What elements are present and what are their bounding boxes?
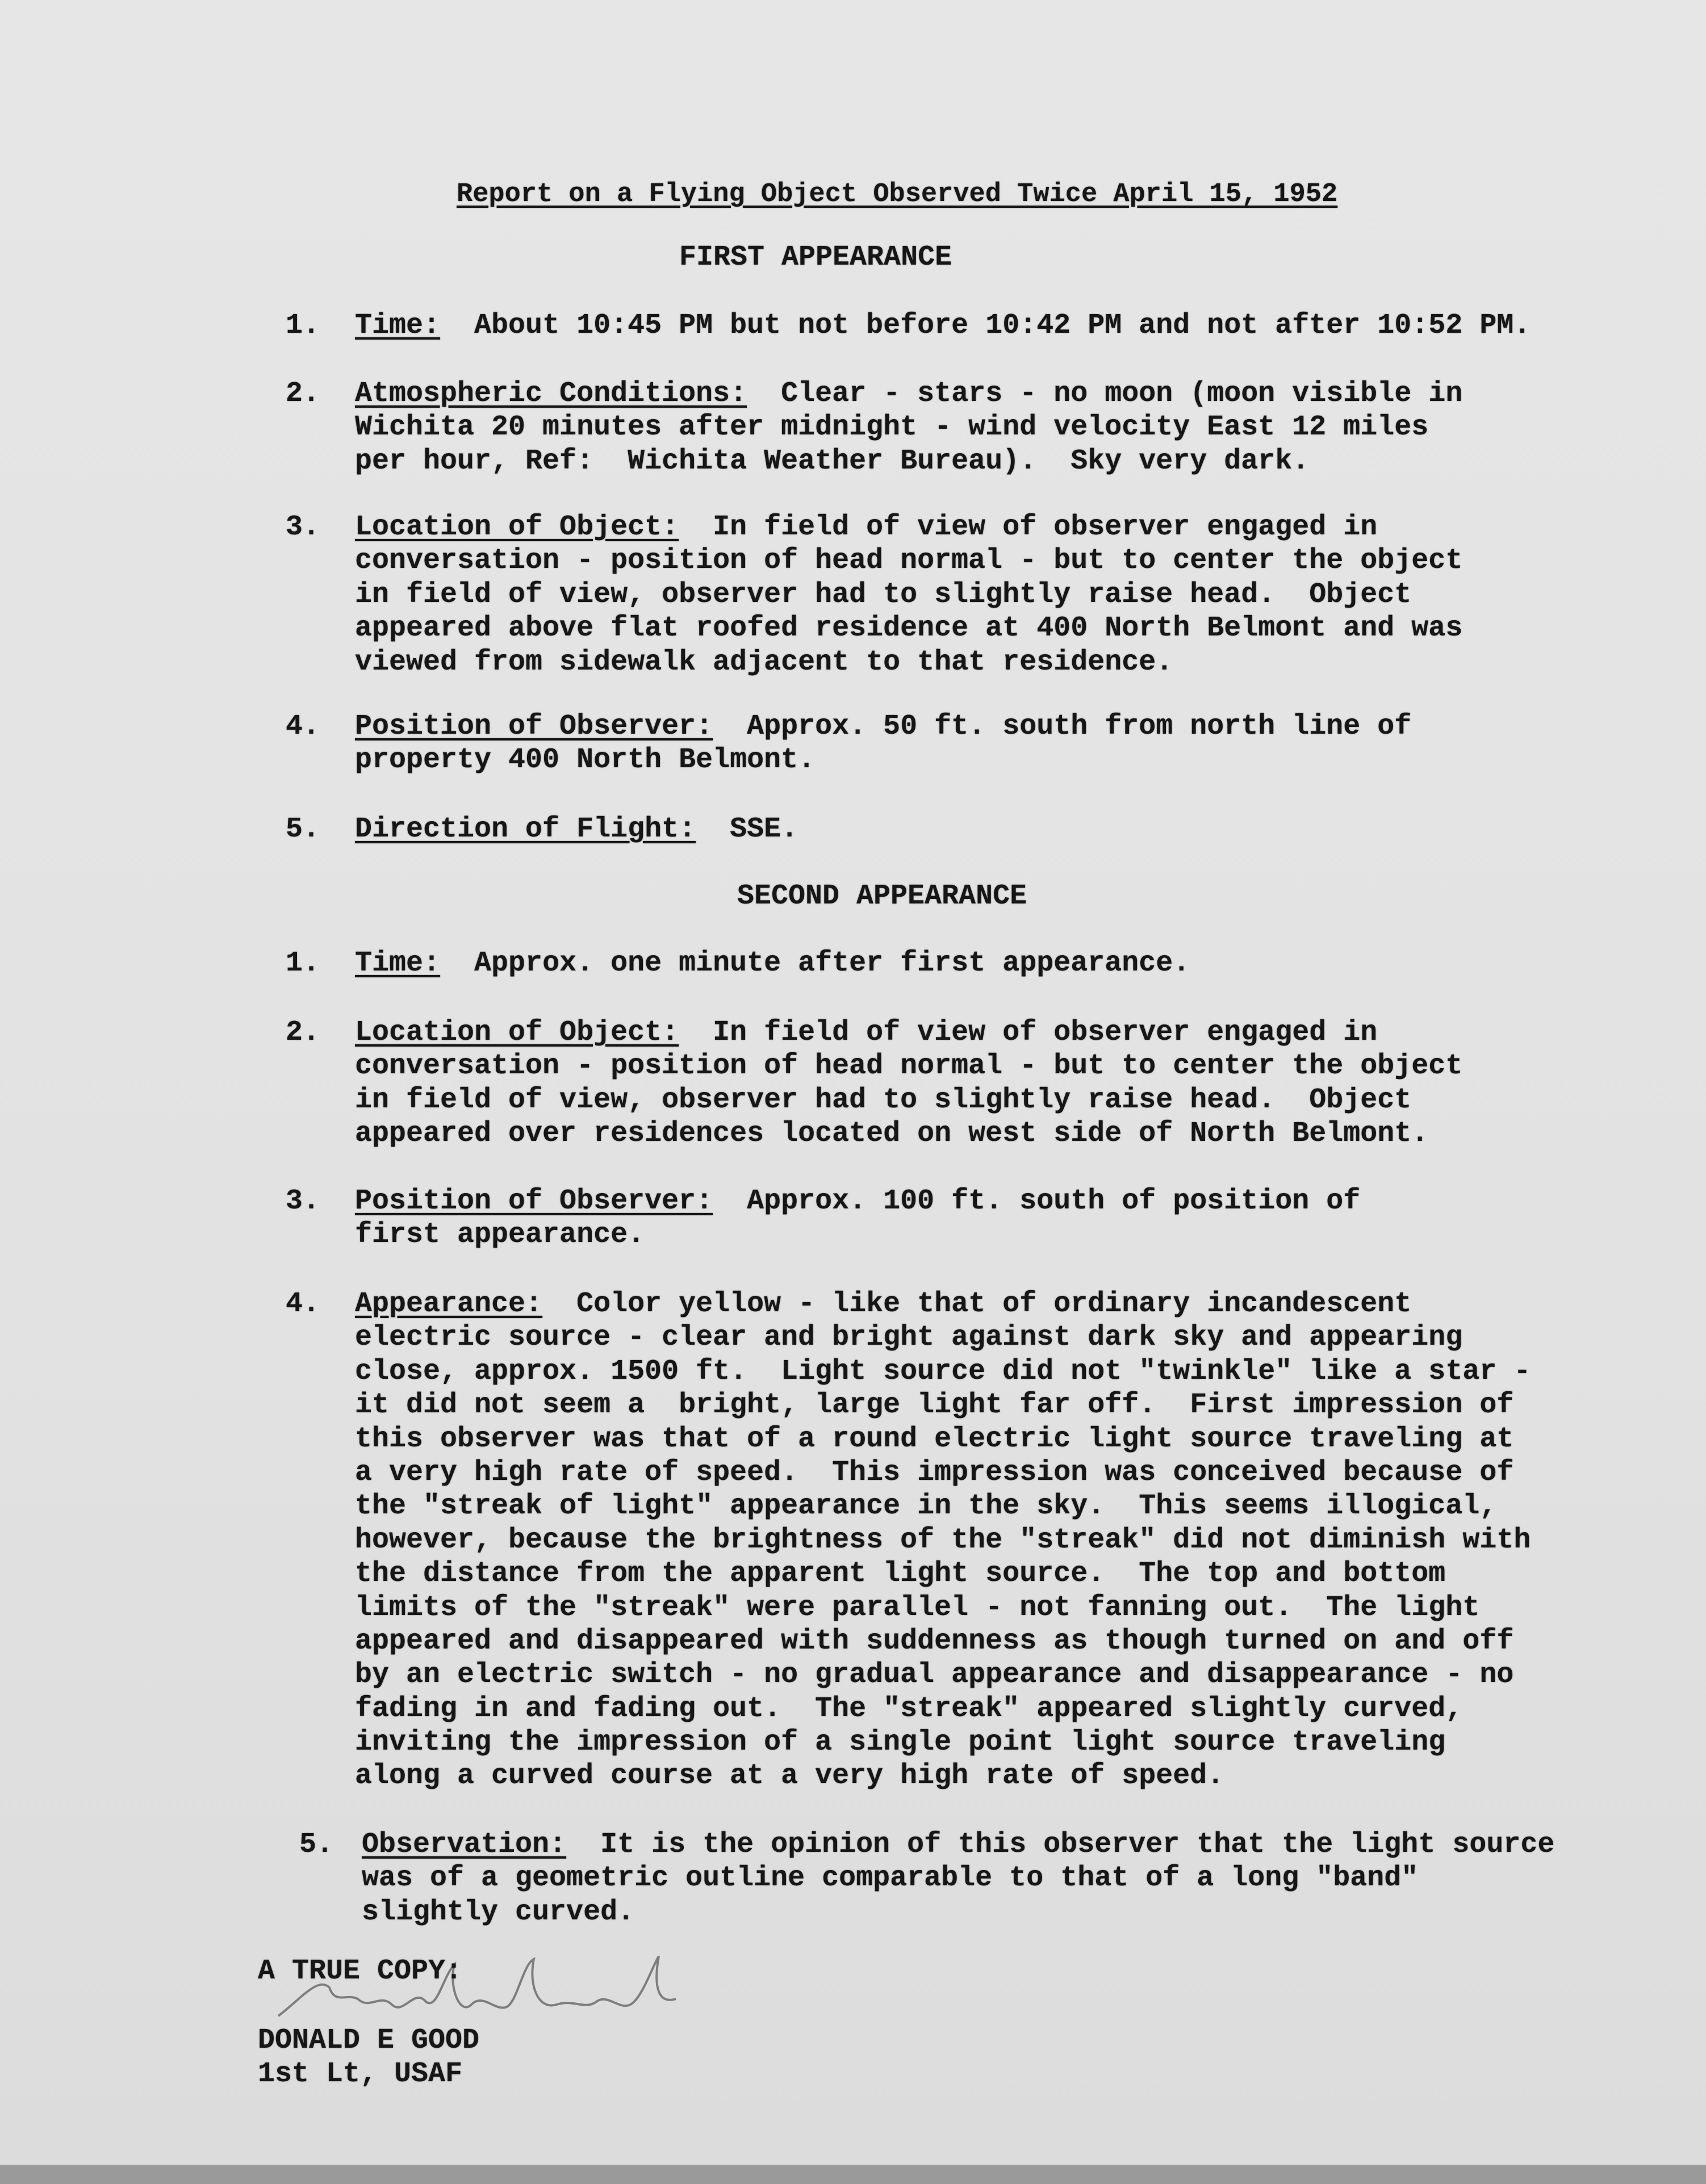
item-line: was of a geometric outline comparable to that of a long "band": [362, 1862, 1419, 1895]
report-item: [355, 813, 798, 846]
report-item: [355, 377, 1462, 478]
first-appearance-heading: FIRST APPEARANCE: [679, 241, 952, 274]
item-line: [355, 710, 1411, 743]
item-line: a very high rate of speed. This impression was conceived because of: [355, 1456, 1514, 1489]
item-line: limits of the "streak" were parallel - not fanning out. The light: [355, 1591, 1480, 1624]
item-text: Approx. one minute after first appearance.: [474, 947, 1190, 980]
item-number: 1.: [286, 947, 320, 980]
item-label: Time:: [355, 309, 441, 342]
item-line: [355, 309, 1531, 342]
report-item: [362, 1828, 1554, 1929]
second-appearance-heading: SECOND APPEARANCE: [737, 880, 1027, 913]
item-line: in field of view, observer had to slightly raise head. Object: [355, 578, 1412, 611]
item-line: the "streak of light" appearance in the sky. This seems illogical,: [355, 1490, 1497, 1523]
scan-edge: [0, 2165, 1706, 2184]
item-text: About 10:45 PM but not before 10:42 PM and not after 10:52 PM.: [474, 309, 1531, 342]
report-item: [355, 1016, 1462, 1151]
report-item: [355, 309, 1531, 342]
item-line: [355, 1016, 1462, 1049]
item-line: electric source - clear and bright against dark sky and appearing: [355, 1321, 1463, 1354]
item-line: first appearance.: [355, 1219, 645, 1252]
item-number: 5.: [299, 1829, 334, 1861]
item-line: conversation - position of head normal - but to center the object: [355, 545, 1463, 578]
item-number: 4.: [286, 710, 320, 743]
item-text: In field of view of observer engaged in: [713, 1016, 1378, 1049]
item-text: In field of view of observer engaged in: [713, 511, 1378, 543]
item-text: Approx. 100 ft. south of position of: [747, 1185, 1361, 1217]
item-line: this observer was that of a round electric light source traveling at: [355, 1422, 1514, 1455]
report-item: [355, 1185, 1360, 1252]
item-line: [355, 511, 1462, 544]
item-number: 4.: [286, 1288, 320, 1320]
item-line: [362, 1828, 1554, 1861]
item-number: 3.: [286, 1185, 320, 1217]
report-item: [355, 511, 1462, 679]
item-text: SSE.: [730, 813, 798, 846]
document-title: Report on a Flying Object Observed Twice April 15, 1952: [457, 179, 1338, 210]
item-line: appeared over residences located on west side of North Belmont.: [355, 1118, 1429, 1150]
item-label: Appearance:: [355, 1288, 543, 1320]
item-line: per hour, Ref: Wichita Weather Bureau). Sky very dark.: [355, 445, 1310, 478]
item-line: close, approx. 1500 ft. Light source did not "twinkle" like a star -: [355, 1355, 1531, 1388]
item-line: Wichita 20 minutes after midnight - wind velocity East 12 miles: [355, 411, 1429, 444]
item-number: 3.: [286, 511, 320, 543]
true-copy-label: A TRUE COPY:: [258, 1955, 463, 1988]
item-text: Approx. 50 ft. south from north line of: [747, 710, 1412, 743]
item-number: 1.: [286, 309, 320, 342]
item-text: Color yellow - like that of ordinary incandescent: [576, 1288, 1412, 1320]
report-item: [355, 710, 1411, 777]
item-line: conversation - position of head normal - but to center the object: [355, 1050, 1463, 1083]
item-line: inviting the impression of a single point light source traveling: [355, 1726, 1446, 1759]
item-line: by an electric switch - no gradual appearance and disappearance - no: [355, 1659, 1514, 1692]
item-line: it did not seem a bright, large light far off. First impression of: [355, 1389, 1514, 1422]
item-number: 5.: [286, 813, 320, 846]
item-label: Direction of Flight:: [355, 813, 696, 846]
item-label: Atmospheric Conditions:: [355, 378, 747, 410]
item-line: appeared above flat roofed residence at 400 North Belmont and was: [355, 612, 1463, 645]
item-line: [355, 1185, 1360, 1218]
item-line: slightly curved.: [362, 1896, 635, 1928]
item-line: appeared and disappeared with suddenness as though turned on and off: [355, 1625, 1514, 1658]
signatory-name: DONALD E GOOD: [258, 2024, 480, 2057]
report-item: [355, 1287, 1531, 1793]
item-label: Position of Observer:: [355, 710, 713, 743]
item-line: in field of view, observer had to slightly raise head. Object: [355, 1083, 1412, 1116]
item-number: 2.: [286, 378, 320, 410]
item-line: [355, 813, 798, 846]
item-line: [355, 1287, 1531, 1321]
signatory-rank: 1st Lt, USAF: [258, 2058, 463, 2090]
item-line: property 400 North Belmont.: [355, 744, 816, 777]
item-line: however, because the brightness of the "streak" did not diminish with: [355, 1524, 1531, 1557]
item-label: Time:: [355, 947, 441, 980]
item-line: the distance from the apparent light source. The top and bottom: [355, 1558, 1446, 1591]
item-line: [355, 377, 1462, 411]
report-item: [355, 947, 1190, 980]
item-label: Position of Observer:: [355, 1185, 713, 1217]
item-label: Location of Object:: [355, 1016, 679, 1049]
item-label: Observation:: [362, 1829, 567, 1861]
item-line: [355, 947, 1190, 980]
item-line: viewed from sidewalk adjacent to that residence.: [355, 646, 1173, 679]
item-number: 2.: [286, 1016, 320, 1049]
item-text: Clear - stars - no moon (moon visible in: [781, 378, 1463, 410]
item-line: fading in and fading out. The "streak" appeared slightly curved,: [355, 1692, 1463, 1725]
item-label: Location of Object:: [355, 511, 679, 543]
item-text: It is the opinion of this observer that the light source: [600, 1829, 1555, 1861]
item-line: along a curved course at a very high rate of speed.: [355, 1760, 1224, 1793]
